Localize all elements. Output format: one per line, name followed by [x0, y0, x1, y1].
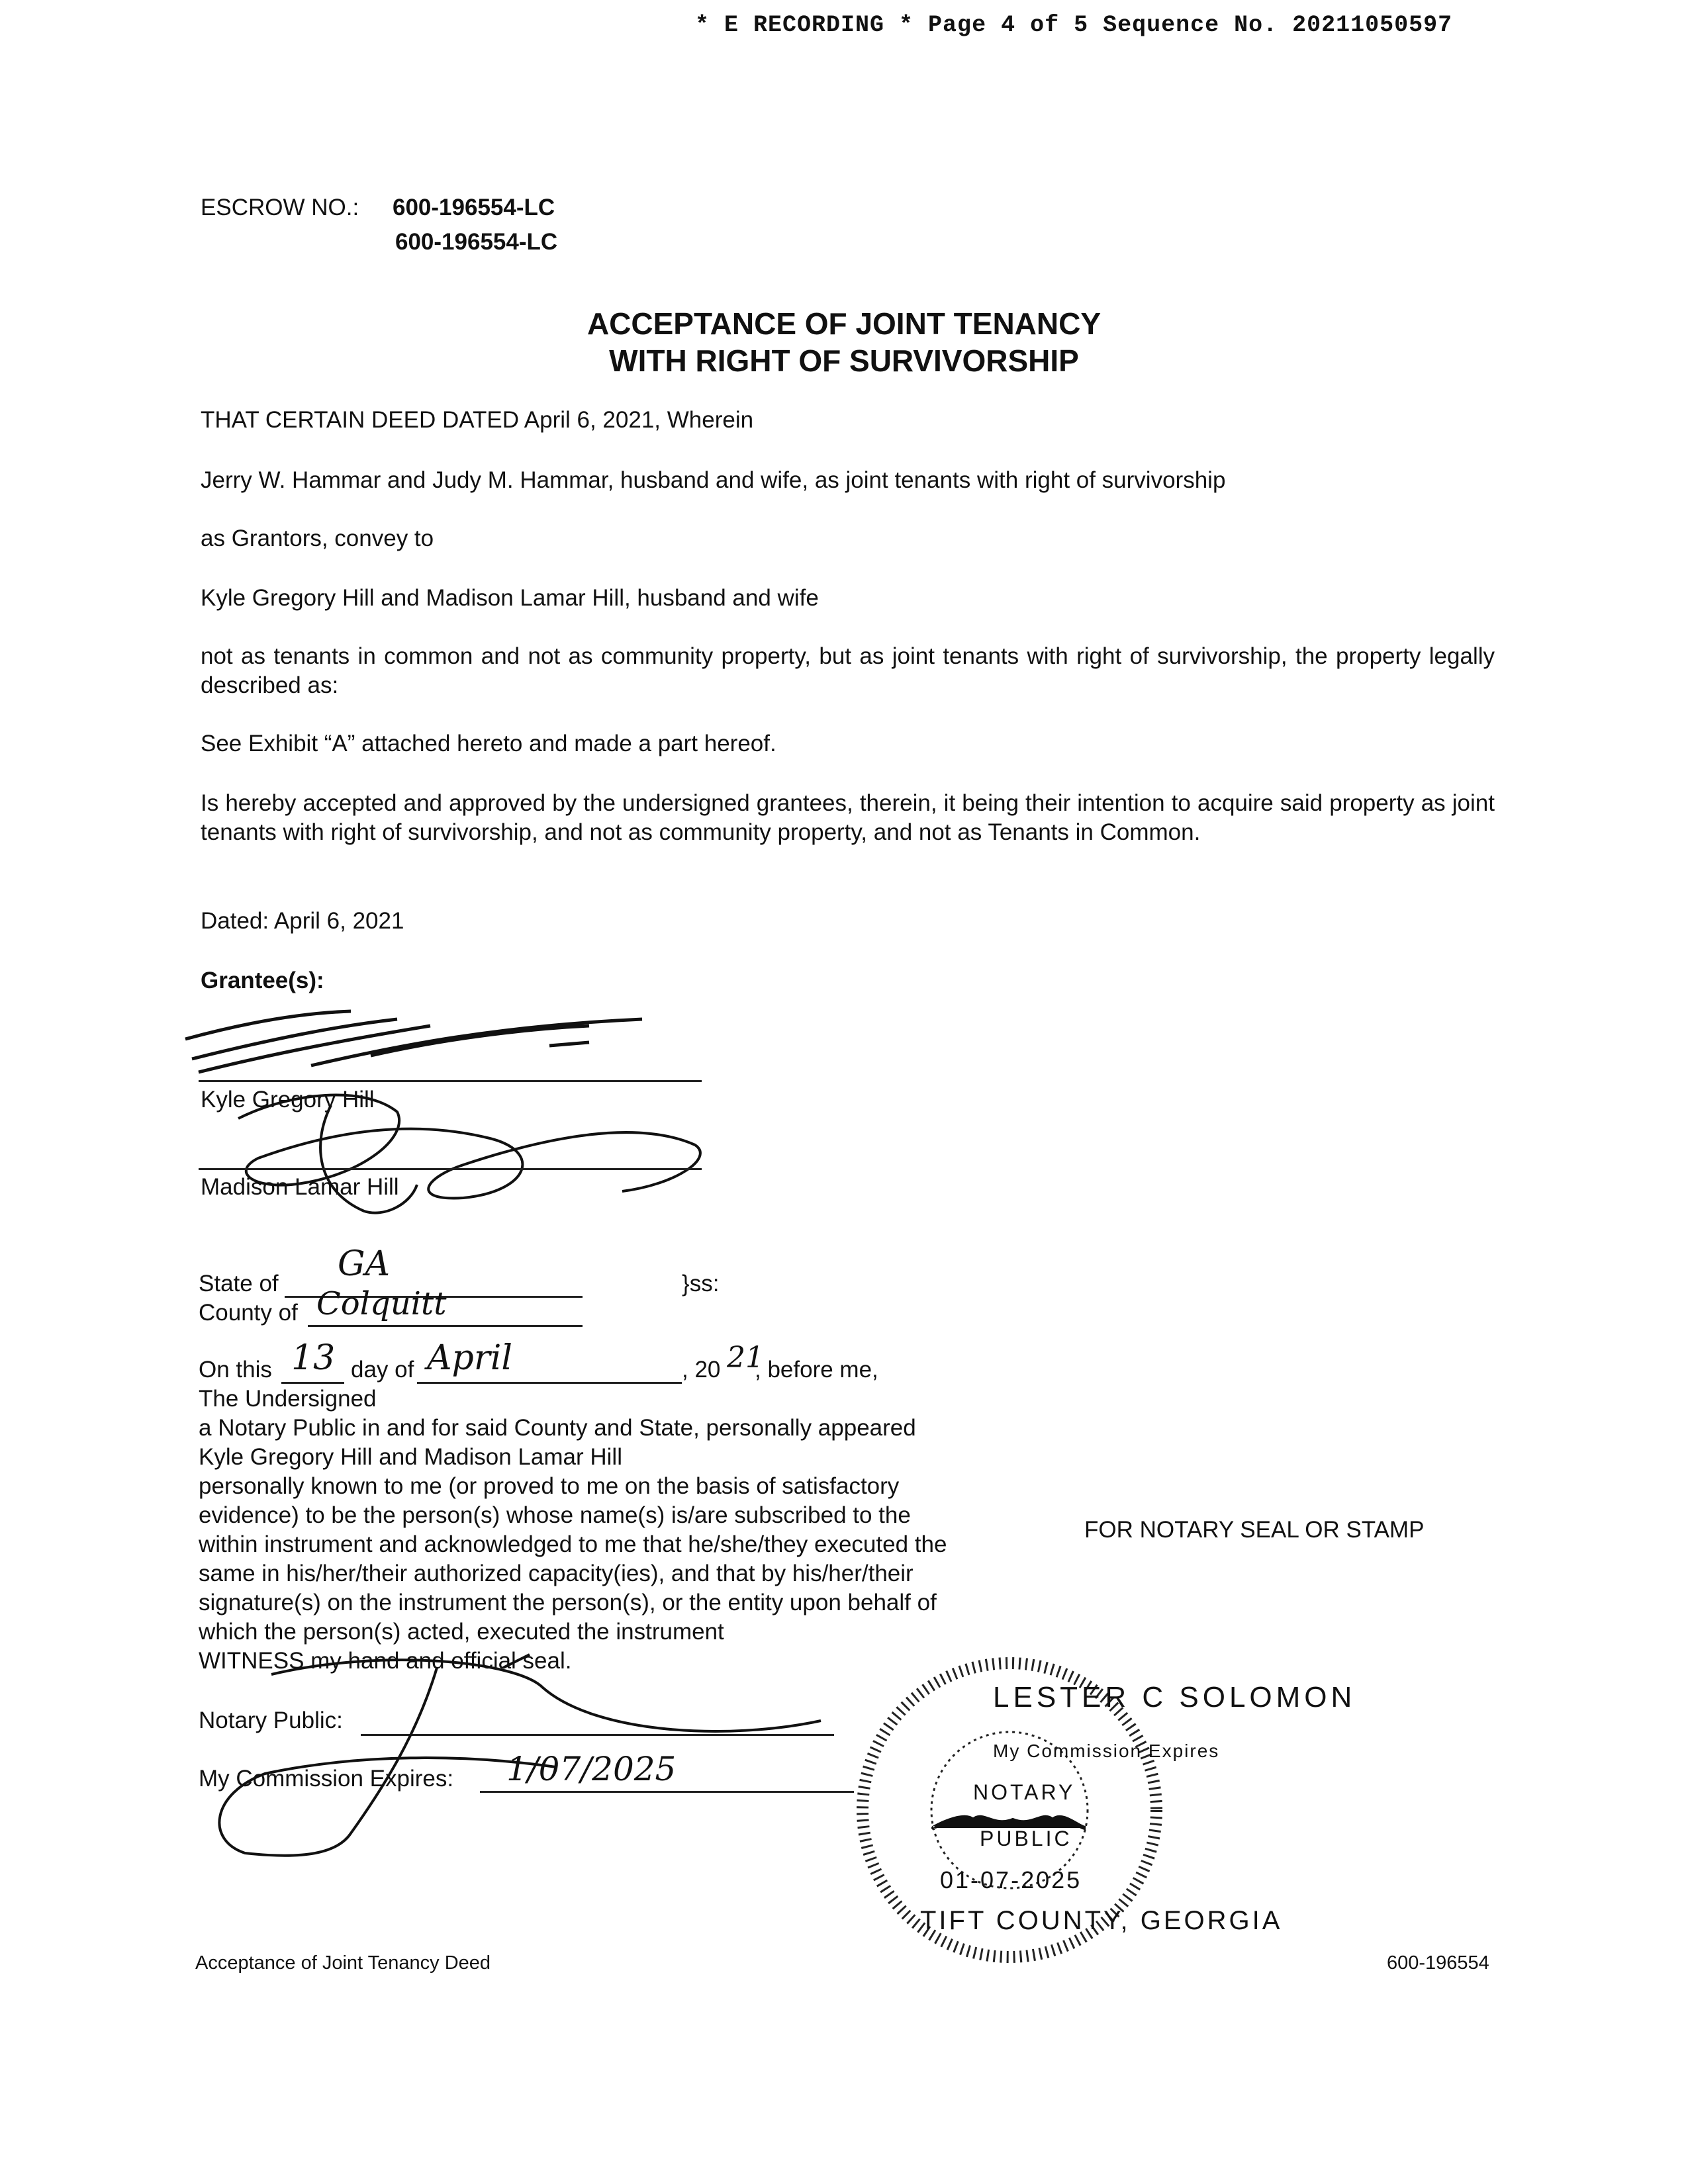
- notary-signature: [185, 1641, 847, 1860]
- seal-public-text: PUBLIC: [980, 1827, 1072, 1850]
- exhibit-text: See Exhibit “A” attached hereto and made a part hereof.: [201, 731, 776, 756]
- county-value: Colquitt: [316, 1285, 447, 1322]
- signer-2-name: Madison Lamar Hill: [201, 1174, 399, 1200]
- month-line: [417, 1382, 682, 1384]
- county-line: [308, 1325, 583, 1327]
- seal-date-text: 01-07-2025: [940, 1866, 1082, 1893]
- undersigned-text: The Undersigned: [199, 1386, 377, 1412]
- witness-text: WITNESS my hand and official seal.: [199, 1648, 572, 1674]
- escrow-number-2: 600-196554-LC: [395, 229, 558, 255]
- title-line-1: ACCEPTANCE OF JOINT TENANCY: [586, 306, 1102, 341]
- county-label: County of: [199, 1300, 298, 1326]
- notary-public-label: Notary Public:: [199, 1707, 343, 1733]
- signature-line-2: [199, 1168, 702, 1170]
- seal-name: LESTER C SOLOMON: [993, 1681, 1356, 1713]
- grantees-text: Kyle Gregory Hill and Madison Lamar Hill, husband and wife: [201, 585, 819, 611]
- before-me-text: , before me,: [755, 1357, 878, 1383]
- state-value: GA: [338, 1244, 391, 1284]
- footer-title: Acceptance of Joint Tenancy Deed: [195, 1952, 491, 1974]
- dated-text: Dated: April 6, 2021: [201, 908, 404, 934]
- seal-notary-text: NOTARY: [973, 1780, 1076, 1804]
- acknowledgment-line-6: which the person(s) acted, executed the instrument: [199, 1619, 724, 1645]
- state-label: State of: [199, 1271, 279, 1297]
- signature-madison: [212, 1079, 715, 1231]
- as-grantors-text: as Grantors, convey to: [201, 525, 434, 551]
- month-value: April: [427, 1338, 512, 1378]
- year-prefix: , 20: [682, 1357, 721, 1383]
- grantors-text: Jerry W. Hammar and Judy M. Hammar, husband and wife, as joint tenants with right of survivorship: [201, 467, 1226, 493]
- year-value: 21: [727, 1341, 764, 1375]
- recording-header: * E RECORDING * Page 4 of 5 Sequence No. 20211050597: [695, 12, 1453, 38]
- acknowledgment-line-5: signature(s) on the instrument the person(s), or the entity upon behalf of: [199, 1590, 937, 1615]
- day-of-text: day of: [351, 1357, 414, 1383]
- deed-dated-text: THAT CERTAIN DEED DATED April 6, 2021, Wherein: [201, 407, 754, 433]
- acknowledgment-line-1: personally known to me (or proved to me on the basis of satisfactory: [199, 1473, 900, 1499]
- title-line-2: WITH RIGHT OF SURVIVORSHIP: [609, 343, 1079, 378]
- appeared-names: Kyle Gregory Hill and Madison Lamar Hill: [199, 1444, 622, 1470]
- seal-county-text: TIFT COUNTY, GEORGIA: [920, 1906, 1283, 1935]
- not-tenants-paragraph: not as tenants in common and not as community property, but as joint tenants with right of survivorship, the property legally described as:: [201, 643, 1495, 698]
- signer-1-name: Kyle Gregory Hill: [201, 1087, 375, 1113]
- acknowledgment-line-3: within instrument and acknowledged to me that he/she/they executed the: [199, 1531, 947, 1557]
- acknowledgment-line-4: same in his/her/their authorized capacity(ies), and that by his/her/their: [199, 1561, 914, 1586]
- seal-commission-text: My Commission Expires: [993, 1741, 1220, 1761]
- commission-value: 1/07/2025: [506, 1750, 677, 1788]
- ss-text: }ss:: [682, 1271, 720, 1297]
- escrow-number-1: 600-196554-LC: [393, 195, 555, 220]
- day-value: 13: [291, 1338, 336, 1378]
- day-line: [281, 1382, 344, 1384]
- grantees-label: Grantee(s):: [201, 968, 324, 993]
- on-this-text: On this: [199, 1357, 272, 1383]
- accepted-paragraph: Is hereby accepted and approved by the undersigned grantees, therein, it being their intention to acquire said property as joint tenants with right of survivorship, and not as community property, and not as Tenants in Common.: [201, 790, 1495, 845]
- escrow-label: ESCROW NO.:: [201, 195, 359, 220]
- footer-number: 600-196554: [1387, 1952, 1489, 1974]
- acknowledgment-line-2: evidence) to be the person(s) whose name(s) is/are subscribed to the: [199, 1502, 911, 1528]
- notary-seal-area-label: FOR NOTARY SEAL OR STAMP: [1084, 1517, 1425, 1543]
- notary-county-state-text: a Notary Public in and for said County and State, personally appeared: [199, 1415, 916, 1441]
- commission-label: My Commission Expires:: [199, 1766, 454, 1792]
